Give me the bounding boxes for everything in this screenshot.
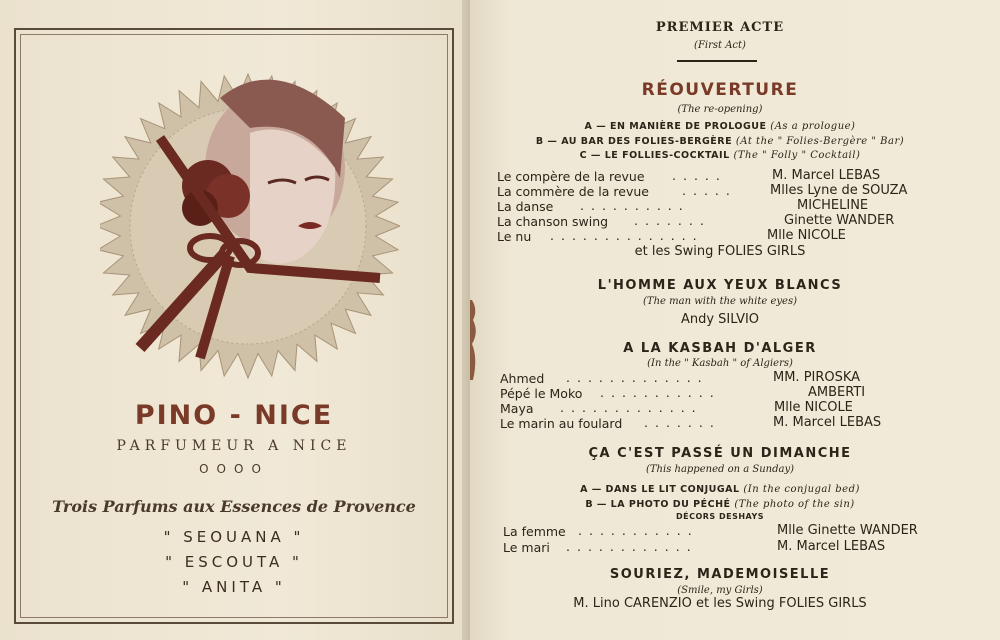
section-title: A LA KASBAH D'ALGER: [623, 341, 817, 356]
divider: [677, 60, 757, 62]
ornament: OOOO: [199, 462, 269, 476]
cast-role: Pépé le Moko: [500, 386, 583, 401]
brand-name: PINO - NICE: [134, 400, 334, 431]
leader-dots: ..........: [580, 198, 690, 213]
leader-dots: ...........: [600, 385, 721, 400]
leader-dots: .....: [672, 168, 727, 183]
section-translation: (The man with the white eyes): [643, 296, 797, 307]
section-performer: M. Lino CARENZIO et les Swing FOLIES GIRLS: [573, 596, 867, 611]
act-translation: (First Act): [694, 40, 746, 51]
cast-role: La danse: [497, 199, 554, 214]
leader-dots: ...........: [578, 523, 699, 538]
cast-role: Ahmed: [500, 371, 545, 386]
section-translation: (In the " Kasbah " of Algiers): [647, 358, 793, 369]
perfume-name: " SEOUANA ": [163, 528, 305, 546]
cast-role: La femme: [503, 524, 566, 539]
leader-dots: ..............: [550, 228, 704, 243]
leader-dots: ............: [566, 539, 698, 554]
perfume-name: " ANITA ": [182, 578, 286, 596]
cast-performer: Mlle NICOLE: [774, 400, 853, 415]
leader-dots: .............: [566, 370, 709, 385]
leader-dots: .......: [634, 213, 711, 228]
section-performer: Andy SILVIO: [680, 312, 760, 327]
cast-performer: Mlle NICOLE: [767, 228, 846, 243]
section-translation: (Smile, my Girls): [677, 585, 763, 596]
cast-role: La commère de la revue: [497, 184, 649, 199]
leader-dots: .......: [644, 415, 721, 430]
part-line: B — AU BAR DES FOLIES-BERGÈRE (At the " Folies-Bergère " Bar): [535, 136, 905, 147]
leader-dots: .....: [682, 183, 737, 198]
section-translation: (This happened on a Sunday): [645, 464, 794, 475]
cast-performer: Mlle Ginette WANDER: [777, 523, 918, 538]
cast-performer: Ginette WANDER: [784, 213, 895, 228]
decor-credit: DÉCORS DESHAYS: [675, 512, 765, 521]
section-translation: (The re-opening): [677, 104, 763, 115]
cast-role: Maya: [500, 401, 534, 416]
part-line: B — LA PHOTO DU PÉCHÉ (The photo of the sin): [585, 499, 855, 510]
section-title: RÉOUVERTURE: [641, 80, 799, 100]
cast-performer: Mlles Lyne de SOUZA: [770, 183, 908, 198]
cast-role: Le compère de la revue: [497, 169, 645, 184]
cast-performer: M. Marcel LEBAS: [777, 539, 886, 554]
cast-role: Le marin au foulard: [500, 416, 623, 431]
section-title: L'HOMME AUX YEUX BLANCS: [597, 278, 843, 293]
brand-subtitle: PARFUMEUR A NICE: [116, 438, 352, 454]
cast-performer: M. Marcel LEBAS: [773, 415, 882, 430]
ensemble-line: et les Swing FOLIES GIRLS: [634, 244, 806, 259]
leader-dots: .............: [560, 400, 703, 415]
cast-role: Le nu: [497, 229, 532, 244]
cast-performer: AMBERTI: [808, 385, 866, 400]
part-line: A — EN MANIÈRE DE PROLOGUE (As a prologue): [584, 121, 856, 132]
section-title: ÇA C'EST PASSÉ UN DIMANCHE: [588, 446, 852, 461]
cast-role: La chanson swing: [497, 214, 609, 229]
part-line: A — DANS LE LIT CONJUGAL (In the conjugal bed): [580, 484, 860, 495]
cast-role: Le mari: [503, 540, 550, 555]
part-line: C — LE FOLLIES-COCKTAIL (The " Folly " Cocktail): [579, 150, 861, 161]
perfume-ad-illustration: [100, 58, 400, 388]
section-title: SOURIEZ, MADEMOISELLE: [609, 567, 831, 582]
perfume-name: " ESCOUTA ": [165, 553, 303, 571]
cast-performer: MM. PIROSKA: [773, 370, 861, 385]
cast-performer: M. Marcel LEBAS: [772, 168, 881, 183]
cast-performer: MICHELINE: [797, 198, 869, 213]
act-title: PREMIER ACTE: [655, 20, 785, 35]
ad-tagline: Trois Parfums aux Essences de Provence: [52, 497, 416, 516]
